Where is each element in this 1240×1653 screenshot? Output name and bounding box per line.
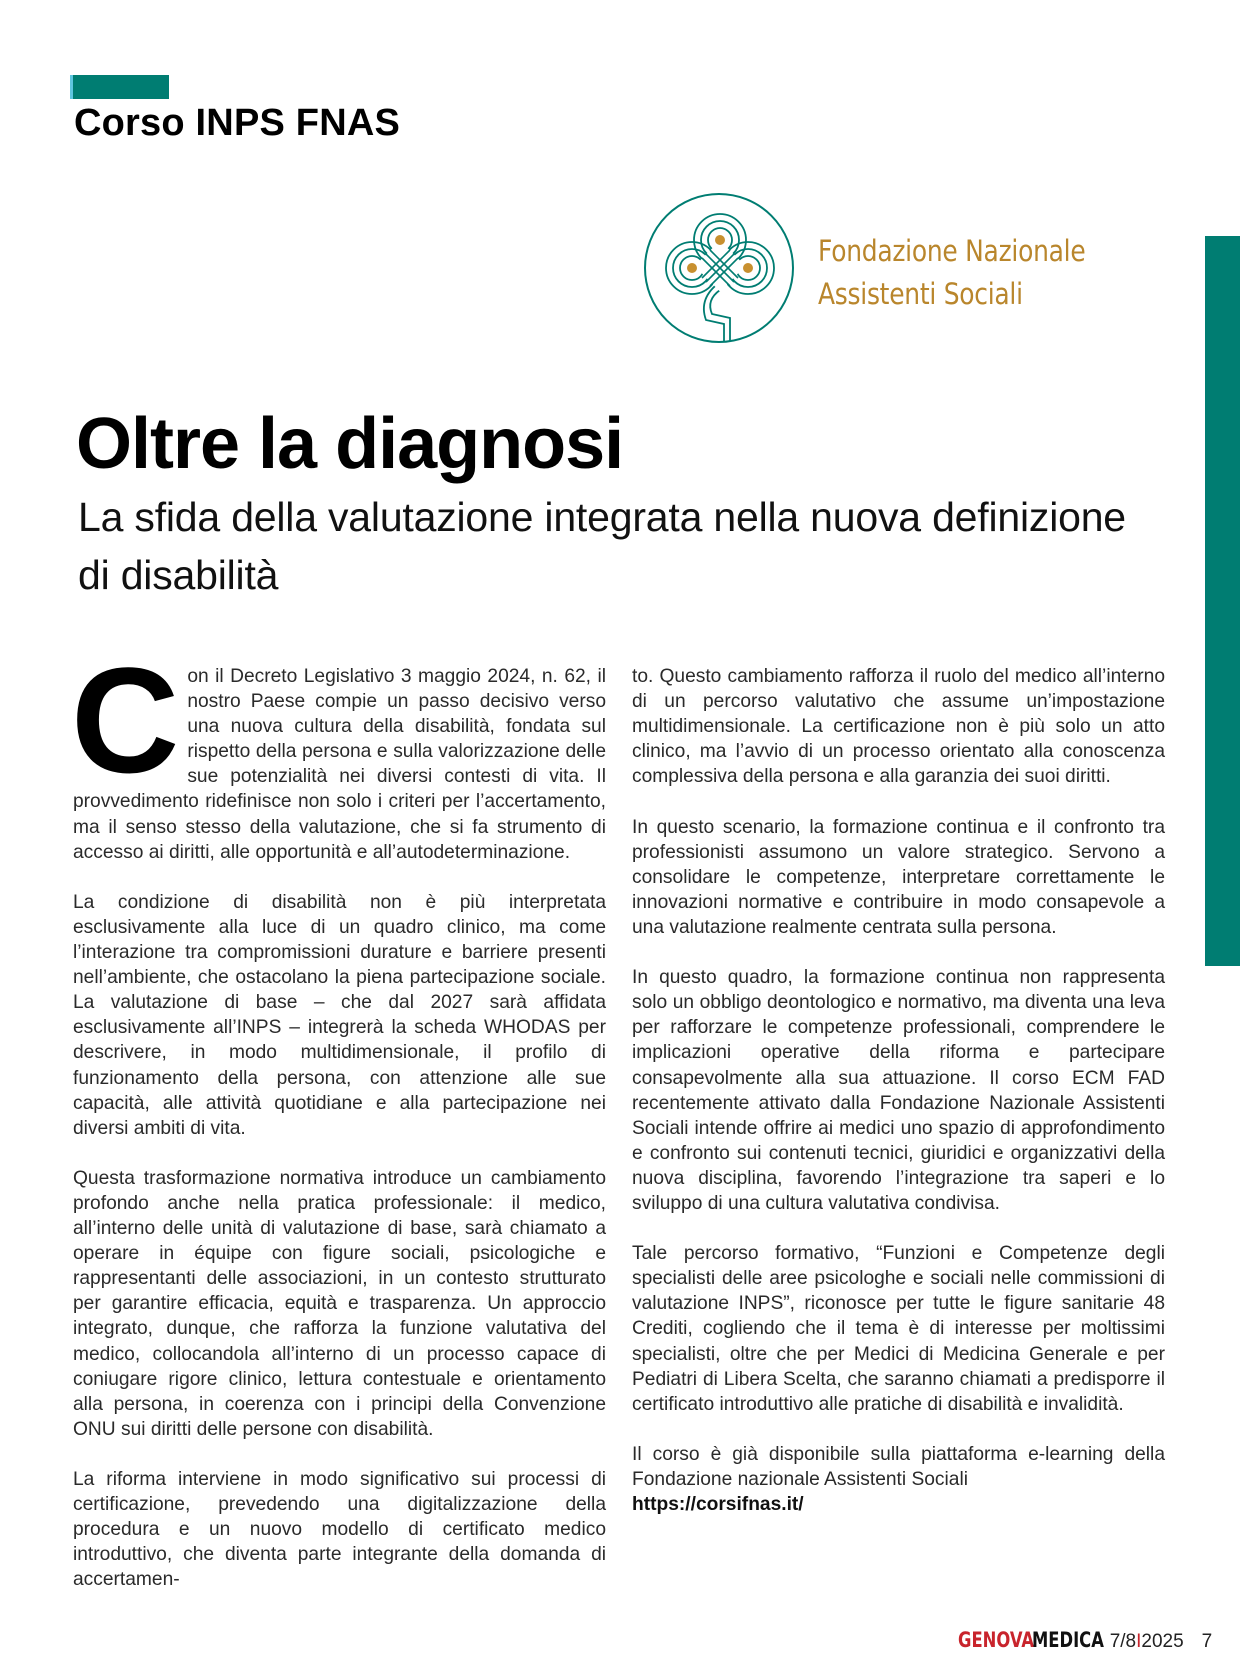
masthead-genova: GENOVA bbox=[958, 1628, 1035, 1652]
paragraph: Con il Decreto Legislativo 3 maggio 2024, n. 62, il nostro Paese compie un passo decisivo verso una nuova cultura della disabilità, fondata sul rispetto della persona e sulla valorizzazione delle sue potenzialità nei diversi contesti di vita. Il provvedimento ridefinisce non solo i criteri per l’accertamento, ma il senso stesso della valutazione, che si fa strumento di accesso ai diritti, alle opportunità e all’autodeterminazione. bbox=[71, 636, 606, 863]
article-title: Oltre la diagnosi bbox=[76, 404, 624, 484]
logo-line-1: Fondazione Nazionale bbox=[818, 234, 1086, 268]
fnas-knot-tree-icon bbox=[640, 190, 800, 350]
issue-number: 7/8I2025 bbox=[1109, 1631, 1184, 1652]
paragraph: La riforma interviene in modo significativo sui processi di certificazione, prevedendo una digitalizzazione della procedura e un nuovo modello di certificato medico introduttivo, che diventa parte integrante della domanda di accertamen- bbox=[73, 1469, 606, 1591]
article-subtitle: La sfida della valutazione integrata nella nuova definizione di disabilità bbox=[78, 494, 1126, 598]
page-footer bbox=[958, 1628, 1212, 1653]
article-column-right bbox=[632, 664, 1165, 1517]
fnas-logo bbox=[640, 190, 1120, 350]
paragraph: In questo quadro, la formazione continua non rappresenta solo un obbligo deontologico e normativo, ma diventa una leva per rafforzare le competenze professionali, comprendere le implicazioni operative della riforma e partecipare consapevolmente alla sua attuazione. Il corso ECM FAD recentemente attivato dalla Fondazione Nazionale Assistenti Sociali intende offrire ai medici uno spazio di approfondimento e confronto sui contenuti tecnici, giuridici e organizzativi della nuova disciplina, favorendo l’integrazione tra saperi e lo sviluppo di una cultura valutativa condivisa. bbox=[632, 967, 1165, 1214]
paragraph: to. Questo cambiamento rafforza il ruolo del medico all’interno di un percorso valutativo che assume un’impostazione multidimensionale. La certificazione non è più solo un atto clinico, ma l’avvio di un processo orientato alla conoscenza complessiva della persona e alla garanzia dei suoi diritti. bbox=[632, 666, 1165, 788]
masthead-medica: MEDICA bbox=[1031, 1628, 1104, 1652]
paragraph: Tale percorso formativo, “Funzioni e Competenze degli specialisti delle aree psicologhe e sociali nelle commissioni di valutazione INPS”, riconosce per tutte le figure sanitarie 48 Crediti, cogliendo che il tema è di interesse per moltissimi specialisti, oltre che per Medici di Medicina Generale e per Pediatri di Libera Scelta, che saranno chiamati a predisporre il certificato introduttivo alle pratiche di disabilità e invalidità. bbox=[632, 1243, 1165, 1415]
drop-cap: C bbox=[71, 636, 180, 804]
page-number: 7 bbox=[1201, 1631, 1213, 1652]
paragraph: In questo scenario, la formazione continua e il confronto tra professionisti assumono un valore strategico. Servono a consolidare le competenze, interpretare correttamente le innovazioni normative e contribuire in modo consapevole a una valutazione realmente centrata sulla persona. bbox=[632, 816, 1165, 938]
side-color-strip bbox=[1205, 236, 1240, 966]
logo-wordmark bbox=[818, 230, 1085, 316]
logo-line-2: Assistenti Sociali bbox=[818, 277, 1023, 311]
course-link[interactable]: https://corsifnas.it/ bbox=[632, 1494, 804, 1516]
section-color-bar bbox=[72, 75, 169, 99]
paragraph: La condizione di disabilità non è più interpretata esclusivamente alla luce di un quadro clinico, ma come l’interazione tra compromissioni durature e barriere presenti nell’ambiente, che ostacolano la piena partecipazione sociale. La valutazione di base – che dal 2027 sarà affidata esclusivamente all’INPS – integrerà la scheda WHODAS per descrivere, in modo multidimensionale, il profilo di funzionamento della persona, con attenzione alle sue capacità, alle attività quotidiane e alla partecipazione nei diversi ambiti di vita. bbox=[73, 891, 606, 1139]
article-column-left bbox=[71, 636, 606, 1618]
paragraph: Il corso è già disponibile sulla piattaforma e-learning della Fondazione nazionale Assistenti Sociali bbox=[632, 1443, 1165, 1490]
paragraph: Questa trasformazione normativa introduce un cambiamento profondo anche nella pratica professionale: il medico, all’interno delle unità di valutazione di base, sarà chiamato a operare in équipe con figure sociali, psicologiche e rappresentanti delle associazioni, in un contesto strutturato per garantire efficacia, equità e trasparenza. Un approccio integrato, dunque, che rafforza la funzione valutativa del medico, collocandola all’interno di un processo capace di coniugare rigore clinico, lettura contestuale e orientamento alla persona, in coerenza con i principi della Convenzione ONU sui diritti delle persone con disabilità. bbox=[73, 1167, 606, 1440]
section-title: Corso INPS FNAS bbox=[74, 102, 401, 144]
